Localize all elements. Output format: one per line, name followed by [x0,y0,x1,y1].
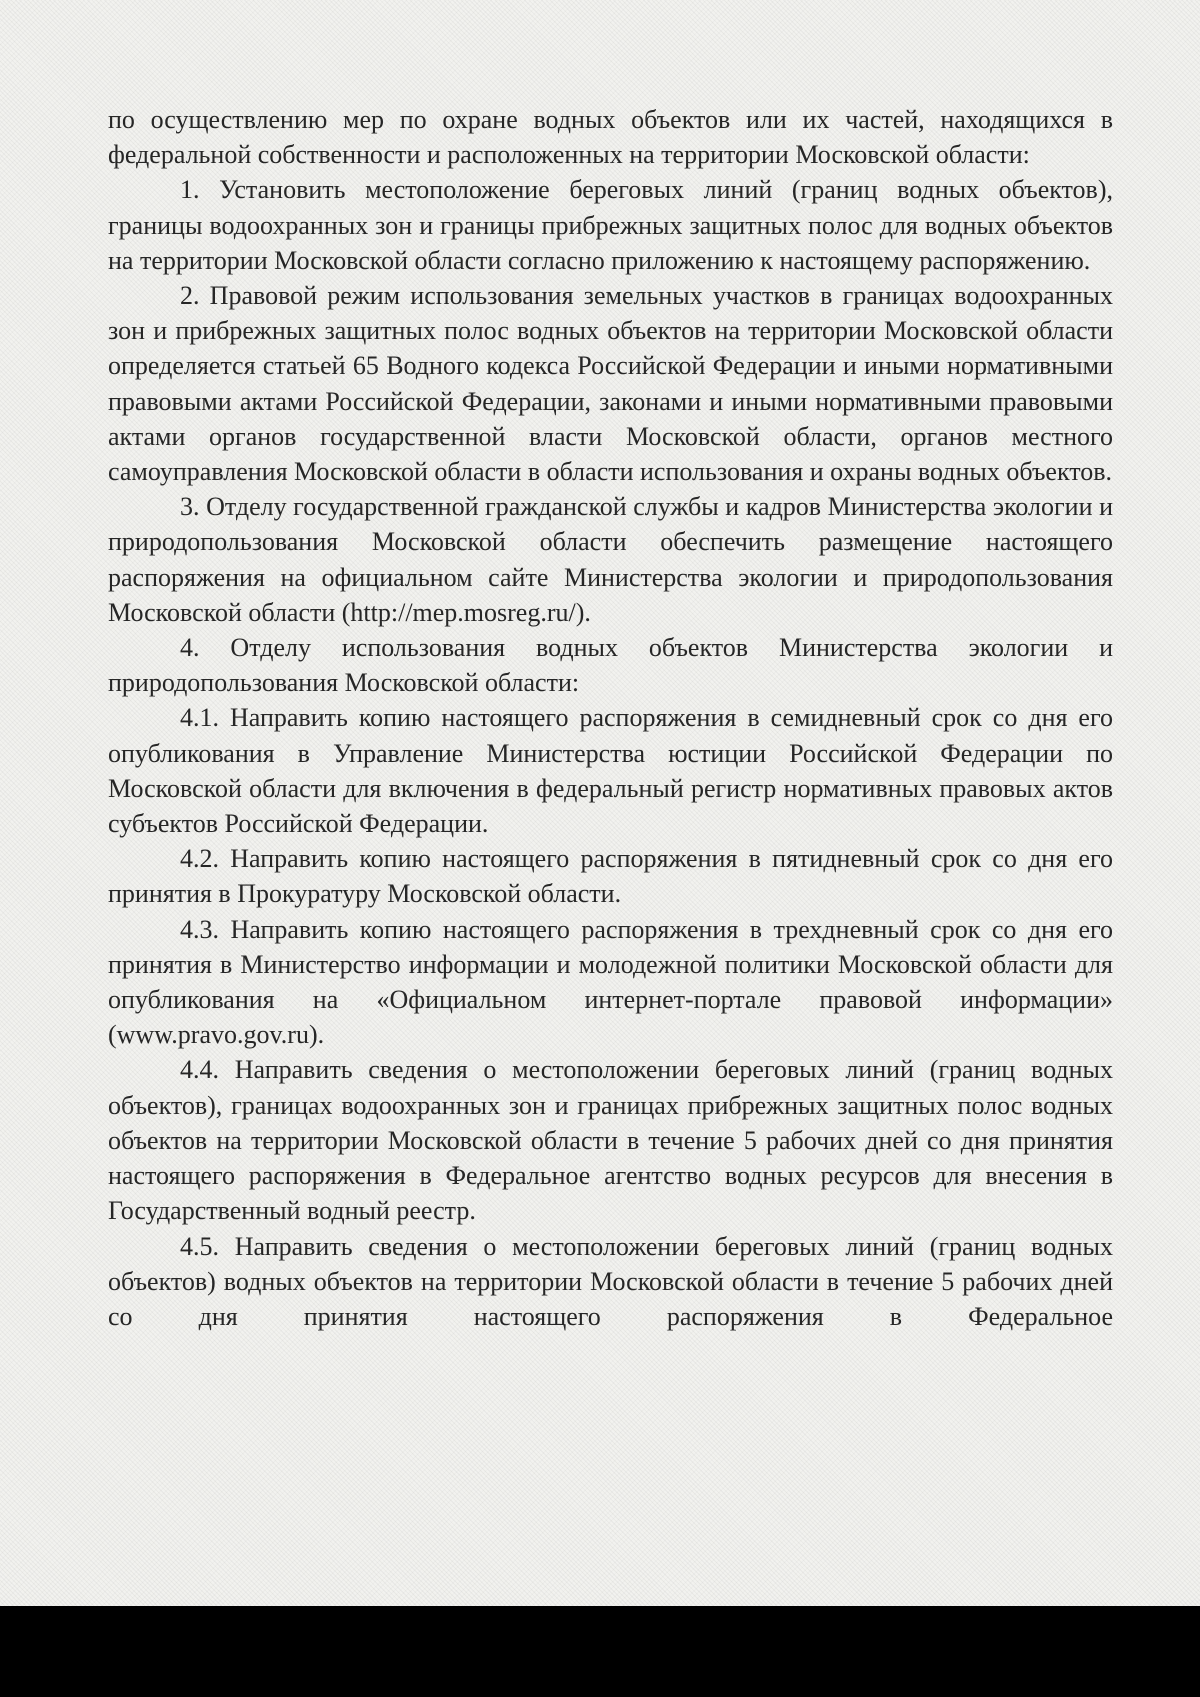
document-body [108,102,1113,1334]
paragraph-item-2: 2. Правовой режим использования земельных участков в границах водоохранных зон и прибрежных защитных полос водных объектов на территории Московской области определяется статьей 65 Водного кодекса Российской Федерации и иными нормативными правовыми актами Российской Федерации, законами и иными нормативными правовыми актами органов государственной власти Московской области, органов местного самоуправления Московской области в области использования и охраны водных объектов. [108,281,1113,487]
paragraph-item-3: 3. Отделу государственной гражданской службы и кадров Министерства экологии и природопользования Московской области обеспечить размещение настоящего распоряжения на официальном сайте Министерства экологии и природопользования Московской области (http://mep.mosreg.ru/). [108,492,1113,627]
paragraph-item-4-4: 4.4. Направить сведения о местоположении береговых линий (границ водных объектов), границах водоохранных зон и границах прибрежных защитных полос водных объектов на территории Московской области в течение 5 рабочих дней со дня принятия настоящего распоряжения в Федеральное агентство водных ресурсов для внесения в Государственный водный реестр. [108,1055,1113,1226]
paragraph-item-4-2: 4.2. Направить копию настоящего распоряжения в пятидневный срок со дня его принятия в Прокуратуру Московской области. [108,844,1113,909]
scan-bottom-border [0,1606,1200,1697]
paragraph-item-4-5: 4.5. Направить сведения о местоположении береговых линий (границ водных объектов) водных объектов на территории Московской области в течение 5 рабочих дней со дня принятия настоящего распоряжения в Федеральное [108,1231,1113,1331]
paragraph-item-4: 4. Отделу использования водных объектов Министерства экологии и природопользования Московской области: [108,633,1113,698]
paragraph-item-1: 1. Установить местоположение береговых линий (границ водных объектов), границы водоохранных зон и границы прибрежных защитных полос для водных объектов на территории Московской области согласно приложению к настоящему распоряжению. [108,175,1113,275]
paragraph-item-4-1: 4.1. Направить копию настоящего распоряжения в семидневный срок со дня его опубликования в Управление Министерства юстиции Российской Федерации по Московской области для включения в федеральный регистр нормативных правовых актов субъектов Российской Федерации. [108,703,1113,839]
paragraph-intro-continuation: по осуществлению мер по охране водных объектов или их частей, находящихся в федеральной собственности и расположенных на территории Московской области: [108,105,1113,170]
paragraph-item-4-3: 4.3. Направить копию настоящего распоряжения в трехдневный срок со дня его принятия в Министерство информации и молодежной политики Московской области для опубликования на «Официальном интернет-портале правовой информации» (www.pravo.gov.ru). [108,914,1113,1050]
